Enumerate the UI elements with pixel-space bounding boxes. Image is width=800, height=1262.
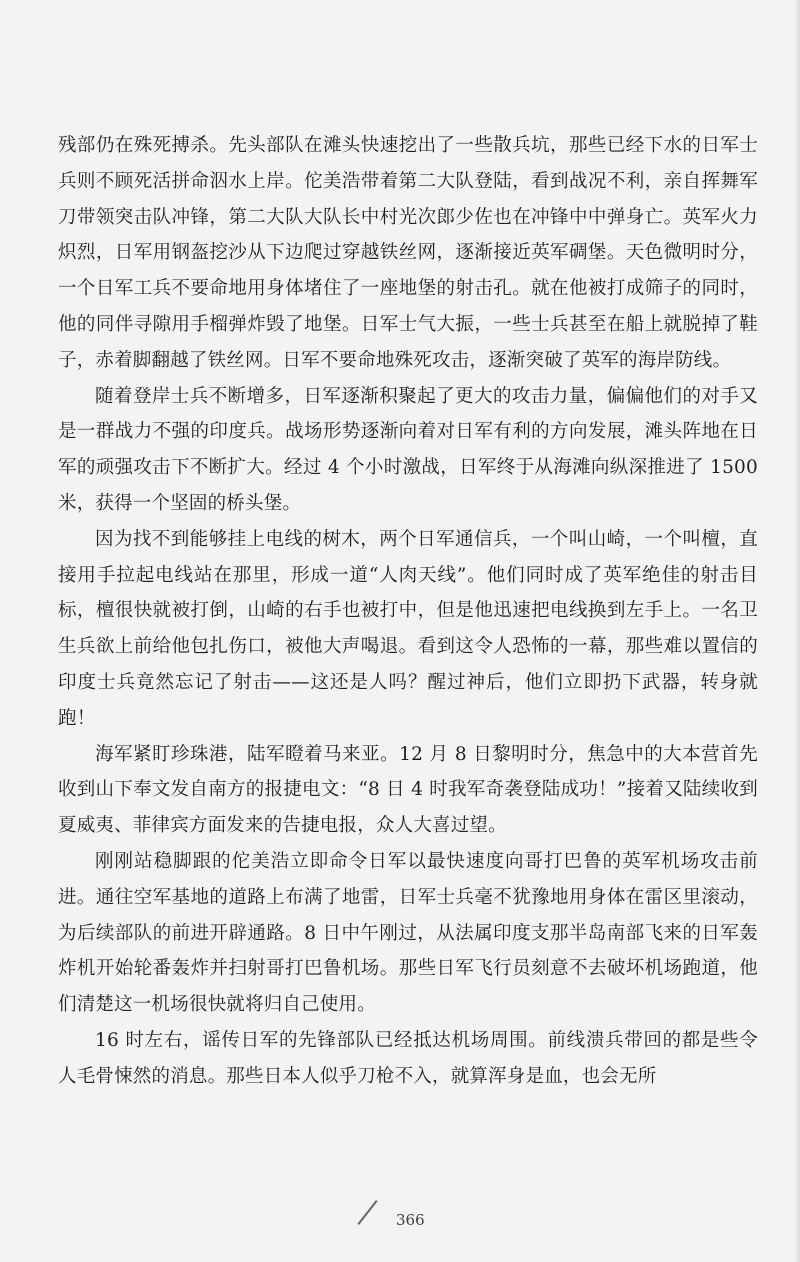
- page-number-slash: [358, 1200, 378, 1225]
- paragraph-2: 随着登岸士兵不断增多，日军逐渐积聚起了更大的攻击力量，偏偏他们的对手又是一群战力不强的印度兵。战场形势逐渐向着对日军有利的方向发展，滩头阵地在日军的顽强攻击下不断扩大。经过 4 个小时激战，日军终于从海滩向纵深推进了 1500 米，获得一个坚固的桥头堡。: [58, 385, 758, 514]
- paragraph-1: 残部仍在殊死搏杀。先头部队在滩头快速挖出了一些散兵坑，那些已经下水的日军士兵则不顾死活拼命泅水上岸。佗美浩带着第二大队登陆，看到战况不利，亲自挥舞军刀带领突击队冲锋，第二大队大队长中村光次郎少佐也在冲锋中中弹身亡。英军火力炽烈，日军用钢盔挖沙从下边爬过穿越铁丝网，逐渐接近英军碉堡。天色微明时分，一个日军工兵不要命地用身体堵住了一座地堡的射击孔。就在他被打成筛子的同时，他的同伴寻隙用手榴弹炸毁了地堡。日军士气大振，一些士兵甚至在船上就脱掉了鞋子，赤着脚翻越了铁丝网。日军不要命地殊死攻击，逐渐突破了英军的海岸防线。: [58, 135, 758, 371]
- page-footer: [370, 1198, 430, 1238]
- page-number: 366: [396, 1211, 425, 1229]
- paragraph-5: 刚刚站稳脚跟的佗美浩立即命令日军以最快速度向哥打巴鲁的英军机场攻击前进。通往空军基地的道路上布满了地雷，日军士兵毫不犹豫地用身体在雷区里滚动，为后续部队的前进开辟通路。8 日中午刚过，从法属印度支那半岛南部飞来的日军轰炸机开始轮番轰炸并扫射哥打巴鲁机场。那些日军飞行员刻意不去破坏机场跑道，他们清楚这一机场很快就将归自己使用。: [58, 850, 758, 1016]
- paragraph-4: 海军紧盯珍珠港，陆军瞪着马来亚。12 月 8 日黎明时分，焦急中的大本营首先收到山下奉文发自南方的报捷电文：“8 日 4 时我军奇袭登陆成功！”接着又陆续收到夏威夷、菲律宾方面发来的告捷电报，众人大喜过望。: [58, 743, 758, 837]
- paragraph-6: 16 时左右，谣传日军的先锋部队已经抵达机场周围。前线溃兵带回的都是些令人毛骨悚然的消息。那些日本人似乎刀枪不入，就算浑身是血，也会无所: [58, 1029, 758, 1087]
- body-text: [58, 128, 758, 1095]
- page-edge-shadow: [794, 0, 800, 1262]
- paragraph-3: 因为找不到能够挂上电线的树木，两个日军通信兵，一个叫山崎，一个叫檀，直接用手拉起电线站在那里，形成一道“人肉天线”。他们同时成了英军绝佳的射击目标，檀很快就被打倒，山崎的右手也被打中，但是他迅速把电线换到左手上。一名卫生兵欲上前给他包扎伤口，被他大声喝退。看到这令人恐怖的一幕，那些难以置信的印度士兵竟然忘记了射击——这还是人吗？醒过神后，他们立即扔下武器，转身就跑！: [58, 528, 758, 729]
